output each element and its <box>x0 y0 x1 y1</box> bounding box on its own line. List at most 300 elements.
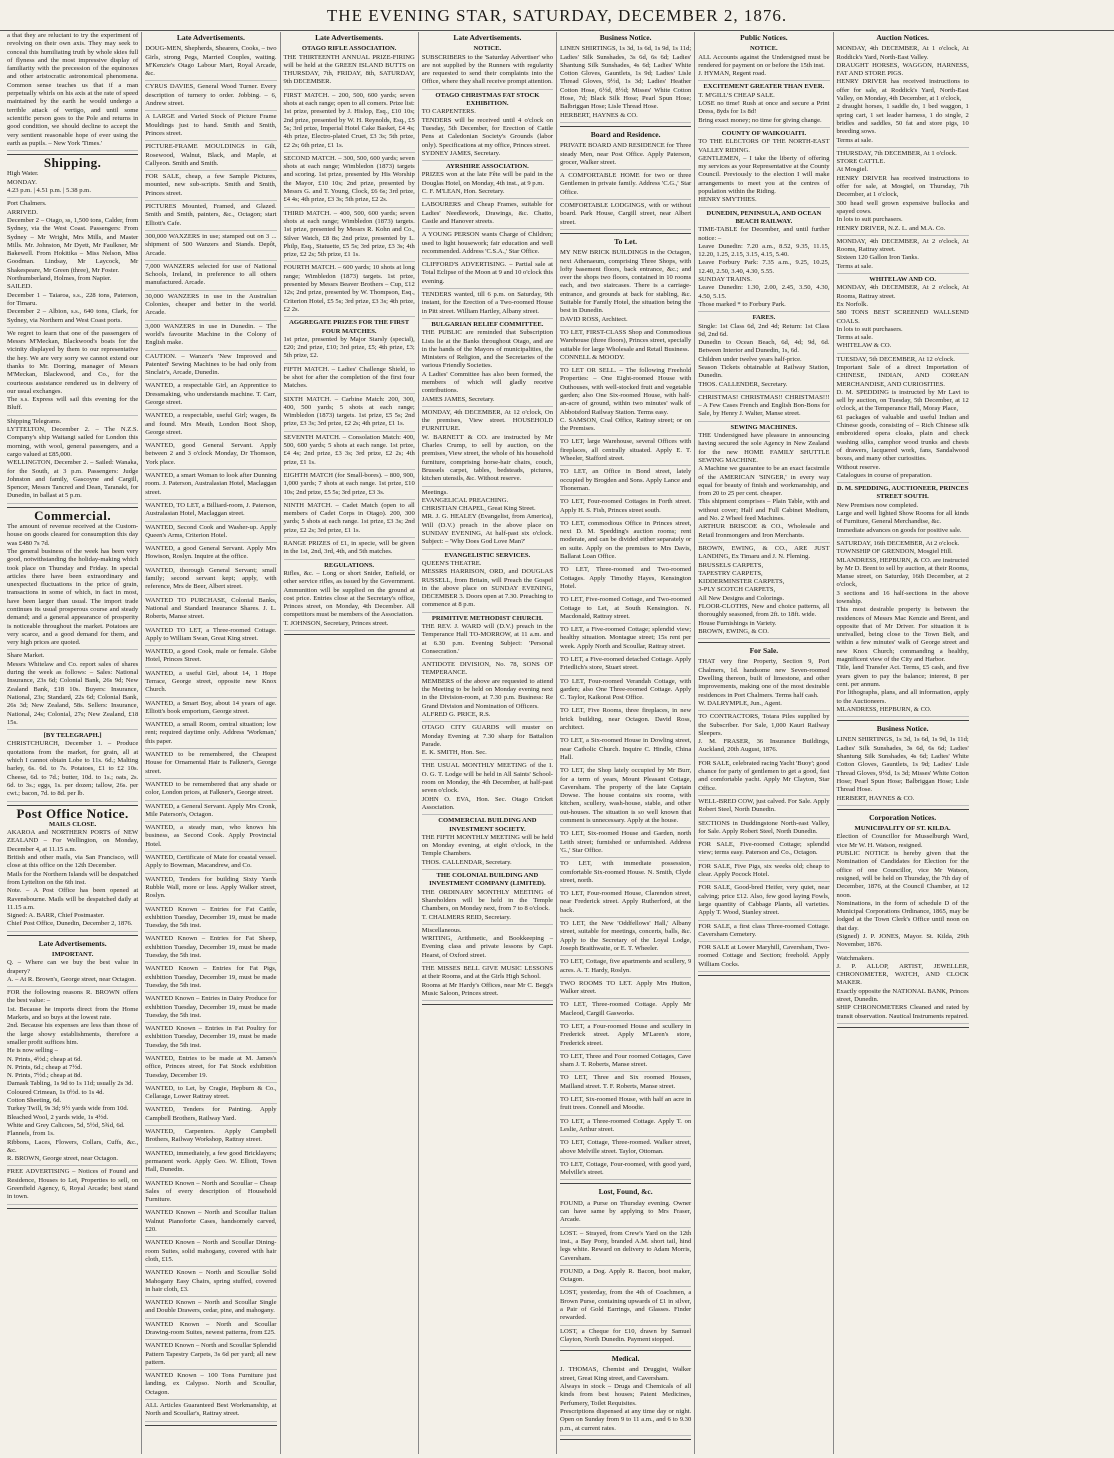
advertisement <box>560 1053 691 1073</box>
column-section <box>837 725 969 810</box>
advertisement <box>284 210 415 263</box>
ad-line: WANTED, Tenders for Painting. Apply Campbell Brothers, Railway Yard. <box>145 1106 277 1122</box>
ad-line: TO LET, Five-roomed Cottage, and Two-roomed Cottage to Let, at South Kensington. N. Macdonald, Rattray street. <box>560 596 692 620</box>
column-section <box>698 34 829 643</box>
ad-line: WANTED, to Let, by Cragie, Hepburn & Co., Cellarage, Lower Rattray street. <box>145 1084 277 1101</box>
ad-line: ARTHUR BRISCOE & CO., Wholesale and Retail Ironmongers and Iron Merchants. <box>698 523 830 539</box>
ad-line: WANTED, a smart Woman to look after Dunning room. J. Paterson, Australasian Hotel, Maclaggan street. <box>145 472 277 496</box>
ad-line: WANTED, Tenders for building Sixty Yards Rubble Wall, more or less. Apply Walker street, Roslyn. <box>145 875 277 900</box>
ad-line: This most desirable property is between the residences of Messrs Mac Kenzie and Brent, and opposite that of Mr Driver. For situation it is unrivalled, being close to the Town Belt, and within a few minutes' walk of George street and new Knox Church; commanding a healthy, magnificent view of the City and Harbor. <box>836 606 969 664</box>
ad-line: Without reserve. <box>836 463 881 471</box>
advertisement <box>145 502 276 522</box>
advertisement <box>145 143 276 171</box>
advertisement <box>422 817 553 870</box>
ad-line: Terms at sale. <box>836 136 873 144</box>
ad-line: QUEEN'S THEATRE. <box>421 559 482 567</box>
ad-line: 2 draught horses, 1 saddle do, 1 bed waggon, 1 spring cart, 1 set leader harness, 1 do single, 2 bridles and saddles, 50 fat and store pigs, 10 breeding sows. <box>836 103 969 136</box>
ad-line: We regret to learn that one of the passengers of Messrs M'Meckan, Blackwood's boats for the vicinity displayed by them to our representative the hey. We are very sorry we cannot extend our thanks to Mr. Dorring, manager of Messrs M'Meckan, Blackwood, and Co., for the courteous assistance rendered us in delivery of our usual exchanges. <box>7 329 139 395</box>
ad-line: JOHN O. EVA, Hon. Sec. Otago Cricket Association. <box>421 795 553 811</box>
section-heading: Late Advertisements. <box>38 938 107 948</box>
advertisement <box>145 935 276 963</box>
advertisement <box>560 767 691 828</box>
ad-line: TUESDAY, 5th DECEMBER, At 12 o'clock. <box>836 355 955 363</box>
advertisement <box>145 442 276 470</box>
ad-line: TO LET, the Shop lately occupied by Mr Burr, for a term of years, Mount Pleasant Cottage, Caversham. The property of the late Captain Dowse. The house contains six rooms, with kitchen, scullery, wash-house, stable, and other out-houses. The situation is so well known that comment is unnecessary. Apply at the house. <box>560 767 692 825</box>
ad-line: WANTED Known – North and Scoullar Dining-room Suites, solid mahogany, covered with hair cloth, £15. <box>145 1239 277 1263</box>
ad-line: PUBLIC NOTICE is hereby given that the Nomination of Candidates for Election for the office of one Councillor, vice Mr Watson, resigned, will be held on Thursday, the 7th day of December, 1876, at the Council Chamber, at 12 noon. <box>836 850 969 899</box>
ad-line: Leave Forbury Park: 7.35 a.m., 9.25, 10.25, 12.40, 2.50, 3.40, 4.30, 5.55. <box>698 259 830 275</box>
ad-line: MONDAY, 4th DECEMBER, At 12 o'clock, On the premises, View street. HOUSEHOLD FURNITURE. <box>421 408 553 433</box>
ad-line: ANTIDOTE DIVISION, No. 78, SONS OF TEMPERANCE. <box>421 661 553 677</box>
column-section <box>284 34 415 635</box>
advertisement <box>422 231 553 259</box>
advertisement <box>560 1268 691 1288</box>
advertisement <box>145 472 276 500</box>
ad-line: WANTED, immediately, a few good Bricklayers; permanent work. Apply Geo. W. Elliott, Town Hall, Dunedin. <box>145 1149 277 1174</box>
newspaper-column-1 <box>4 32 142 1454</box>
ad-line: TO LET, FIRST-CLASS Shop and Commodious Warehouse (three floors), Princes street, specially suitable for large Wholesale and Retail Business. <box>560 328 692 353</box>
advertisement <box>7 732 138 801</box>
advertisement <box>698 545 829 639</box>
ad-line: WRITING, Arithmetic, and Bookkeeping – Evening class and private lessons by Capt. Hearst, of Oxford street. <box>421 935 553 959</box>
advertisement <box>145 1106 276 1126</box>
ad-line: Flannels, from 1s. <box>7 1130 55 1138</box>
ad-line: WANTED, Carpenters. Apply Campbell Brothers, Railway Workshop, Rattray street. <box>145 1128 277 1144</box>
ad-line: December 1 – Taiaroa, s.s., 228 tons, Paterson, for Timaru. <box>7 291 139 307</box>
ad-line: R. BROWN, George street, near Octagon. <box>7 1155 119 1163</box>
ad-line: TO LET, Four-roomed Verandah Cottage, with garden; also One Three-roomed Cottage. Apply C. Taylor, Kaikorai Post Office. <box>560 677 692 702</box>
ad-line: MONDAY, 4th DECEMBER, At 2 o'clock, At Rooms, Rattray street. <box>836 237 969 254</box>
ad-line: Watchmakers. <box>836 954 874 962</box>
ad-line: Title, land Transfer Act. Terms, £5 cash, and five years given to pay the balance; interest, 8 per cent. per annum. <box>836 664 969 688</box>
ad-line: Miscellaneous. <box>421 926 462 934</box>
ad-line: D. M. SPEDDING is instructed by Mr Lavi to sell by auction, on Tuesday, 5th December, at 12 o'clock, at the Temperance Hall, Moray Place, <box>836 388 969 413</box>
section-divider <box>422 1004 553 1005</box>
ad-line: TO LET, Three-roomed Cottage. Apply Mr Macleod, Cargill Gasworks. <box>560 1001 692 1017</box>
advertisement <box>560 1118 691 1138</box>
advertisement <box>698 45 829 81</box>
ad-line: CHRISTCHURCH, December 1. – Produce quotations from the market, for grain, all at which I cannot obtain Lobe to 11s. 6d.; Malting barley, 6s. 6d. to 7s. Potatoes, £1 to £2 10s. Cheese, 6d. to 7d.; butter, 10d. to 1s.; oats, 2s. 6d. to 3s.; eggs, 1s. per dozen; tallow, 26s. per cwt.; bacon, 7d. to 8d. per lb. <box>7 740 139 798</box>
advertisement <box>145 906 276 934</box>
column-section <box>560 1355 691 1440</box>
advertisement <box>145 323 276 351</box>
ad-line: Signed: A. BARR, Chief Postmaster. <box>7 912 105 920</box>
advertisement <box>560 172 691 200</box>
advertisement <box>698 884 829 920</box>
advertisement <box>698 923 829 943</box>
advertisement <box>284 319 415 363</box>
section-heading: Late Advertisements. <box>453 33 522 42</box>
ad-line: TO LET, Cottage, five apartments and scullery, 9 acres. A. T. Hardy, Roslyn. <box>560 958 692 974</box>
ad-line: WANTED, a small Room, central situation; low rent; required daytime only. Address 'Workman,' this paper. <box>145 721 277 745</box>
ad-line: TO LET, Four-roomed House, Clarendon street, near Frederick street. Apply Rutherford, at the back. <box>560 890 692 914</box>
ad-line: In lots to suit purchasers. <box>836 325 903 333</box>
ad-line: MY NEW BRICK BUILDINGS in the Octagon, next Athenaeum, comprising Three Shops, with lofty basement floors, back entrance, &c.; and over the shops two floors, contained in 10 rooms each, and two staircases. There is a carriage-entrance, and grounds at back for stabling, &c. Suitable for Family Hotel, the situation being the best in Dunedin. <box>560 249 692 315</box>
advertisement <box>145 353 276 381</box>
ad-line: T. CHALMERS REID, Secretary. <box>421 913 511 921</box>
advertisement <box>422 762 553 815</box>
ad-line: NOTICE. <box>473 45 502 53</box>
ad-line: Season Tickets obtainable at Railway Station, Dunedin. <box>698 363 830 380</box>
ad-line: GENTLEMEN, – I take the liberty of offering my services as your Representative at the County Council. Previously to the election I will make arrangements to meet you at the centres of population within the Riding. <box>698 154 830 196</box>
ad-line: THE FIFTH MONTHLY MEETING will be held on Monday evening, at eight o'clock, in the Temple Chambers. <box>421 833 553 858</box>
ad-line: PICTURES Mounted, Framed, and Glazed. Smith and Smith, painters, &c., Octagon; start Elliott's Cafe. <box>145 203 277 227</box>
ad-line: Cotton Sheeting, 6d. <box>7 1097 62 1105</box>
ad-line: He is now selling – <box>7 1047 58 1055</box>
ad-line: CAUTION. – Wanzer's 'New Improved and Patented' Sewing Machines to be had only from Sinclair's, Arcade, Dunedin. <box>145 352 277 377</box>
ad-line: FOURTH MATCH. – 600 yards; 10 shots at long range; Wimbledon (1873) targets. 1st prize, presented by Messrs Beaver Brothers – Cup, £12 12s; 2nd prize, presented by W. Thompson, Esq., Criterion Hotel, £5 5s; 3rd prize, £3 3s; 4th prize, £2 2s. <box>283 264 415 313</box>
ad-line: At Mosgiel. <box>836 166 869 174</box>
advertisement <box>145 545 276 565</box>
advertisement <box>698 798 829 818</box>
advertisement <box>422 927 553 963</box>
advertisement <box>422 321 553 407</box>
ad-line: CYRUS DAVIES, General Wood Turner. Every description of turnery to order. Jobbing. – 6, Andrew street. <box>145 83 277 108</box>
ad-line: OTAGO CITY GUARDS will muster on Monday Evening at 7.30 sharp for Battalion Parade. <box>421 724 553 748</box>
ad-line: New Premises now completed. <box>836 501 919 509</box>
advertisement <box>422 724 553 760</box>
ad-line: SYDNEY JAMES, Secretary. <box>421 149 501 157</box>
ad-line: HENRY SMYTHIES. <box>698 196 757 204</box>
advertisement <box>560 737 691 765</box>
advertisement <box>560 1161 691 1181</box>
advertisement <box>7 330 138 416</box>
ad-line: A YOUNG PERSON wants Charge of Children; used to light housework; fair education and well recommended. Address 'C.S.A.,' Star Office. <box>421 231 553 255</box>
ad-line: TO LET, with immediate possession, comfortable Six-roomed House. N. Smith, Clyde street, north. <box>560 860 692 884</box>
ad-line: PRIMITIVE METHODIST CHURCH. <box>431 614 543 622</box>
ad-line: 1st prize, presented by Major Starsly (special), £20; 2nd prize, £10; 3rd prize, £5; 4th prize, £3; 5th prize, £2. <box>283 335 415 360</box>
section-divider <box>837 720 969 721</box>
advertisement <box>560 468 691 496</box>
ad-line: EXCITEMENT GREATER THAN EVER. <box>703 83 825 91</box>
ad-line: TO LET, commodious Office in Princes street, next D. M. Spedding's auction rooms; rent moderate, and can be divided either separately or en suite. Apply on the premises to Mrs Davis, Ballarat Loan Office. <box>560 519 692 561</box>
ad-line: NOTICE. <box>750 45 778 53</box>
ad-line: PRIZES won at the late Fête will be paid in the Douglas Hotel, on Monday, 4th inst., at 9 p.m. <box>421 171 553 187</box>
advertisement <box>145 173 276 201</box>
advertisement <box>560 980 691 1000</box>
advertisement <box>145 1150 276 1178</box>
ad-line: Election of Councillor for Musselburgh Ward, vice Mr W. H. Watson, resigned. <box>836 833 969 849</box>
advertisement <box>284 45 415 89</box>
ad-line: WANTED, good General Servant. Apply between 2 and 3 o'clock Monday, Dr Thomson, York place. <box>145 442 277 466</box>
ad-line: HENRY DRIVER has received instructions to offer for sale, at Mosgiel, on Thursday, 7th December, at 1 o'clock, <box>836 174 969 199</box>
ad-line: TO LET, a Four-roomed House and scullery in Frederick street. Apply M'Laren's store, Frederick street. <box>560 1022 692 1047</box>
advertisement <box>7 652 138 730</box>
advertisement <box>145 1209 276 1237</box>
ad-line: TO LET, Three and Six roomed Houses, Mailland street. T. F. Roberts, Manse street. <box>560 1074 692 1090</box>
ad-line: Bring exact money; no time for giving change. <box>698 116 822 124</box>
newspaper-columns <box>4 32 1110 1454</box>
ad-line: TO LET, Cottage, Four-roomed, with good yard, Melville's street. <box>560 1160 692 1177</box>
ad-line: FOUND, a Purse on Thursday evening. Owner can have same by applying to Mrs Fraser, Arcade. <box>560 1199 692 1224</box>
ad-line: MONDAY, 4th DECEMBER, At 2 o'clock, At Rooms, Rattray street. <box>836 284 969 300</box>
advertisement <box>145 648 276 668</box>
ad-line: HERBERT, HAYNES & CO. <box>836 794 915 802</box>
advertisement <box>145 1085 276 1105</box>
ad-line: Turkey Twill, 9s 3d; 9½ yards wide from 10d. <box>7 1105 129 1113</box>
advertisement <box>698 130 829 208</box>
ad-line: House Furnishings in Variety. <box>698 619 777 627</box>
ad-line: LABOURERS and Cheap Frames, suitable for Ladies' Needlework, Drawings, &c. Chatto, Castle and Hanover streets. <box>421 201 553 225</box>
ad-line: WANTED, a General Servant. Apply Mrs Cronk, Mile Paterson's, Octagon. <box>145 802 277 818</box>
section-heading: Post Office Notice. <box>16 805 129 821</box>
ad-line: Nominations, in the form of schedule D of the Municipal Corporations Ordinance, 1865, may be lodged at the Town Clerk's Office until noon on that day. <box>836 899 969 932</box>
advertisement <box>145 670 276 698</box>
advertisement <box>560 1023 691 1051</box>
ad-line: MLANDRESS, HEPBURN, & CO. <box>836 705 932 713</box>
advertisement <box>145 1055 276 1083</box>
advertisement <box>560 1366 691 1435</box>
column-section <box>560 1188 691 1351</box>
ad-line: WANTED, a good General Servant. Apply Mrs Howison, Roslyn. Inquire at the office. <box>145 545 277 561</box>
ad-line: THE COLONIAL BUILDING AND INVESTMENT COMPANY (LIMITED). <box>429 872 546 888</box>
newspaper-column-5 <box>557 32 695 1454</box>
advertisement <box>837 540 969 717</box>
advertisement <box>7 1168 138 1204</box>
section-divider <box>284 634 415 635</box>
ad-line: TO LET, a Five-roomed detached Cottage. Apply Friedlich's store, Stuart street. <box>560 656 692 672</box>
advertisement <box>145 1299 276 1319</box>
ad-line: CHRISTMAS! CHRISTMAS!! CHRISTMAS!!! – A Few Cases French and English Bon-Bons for Sale, by Henry J. Walter, Manse street. <box>698 393 830 418</box>
ad-line: WANTED Known – North and Scoullar Splendid Pattern Tapestry Carpets, 3s 6d per yard; all new pattern. <box>145 1342 277 1366</box>
section-heading: To Let. <box>614 236 637 246</box>
newspaper-masthead <box>0 0 1114 31</box>
advertisement <box>145 1025 276 1053</box>
ad-line: J. THOMAS, Chemist and Druggist, Walker street, Great King street, and Caversham. <box>560 1366 692 1382</box>
advertisement <box>284 502 415 538</box>
section-divider <box>7 935 138 936</box>
ad-line: A Ladies' Committee has also been formed, the members of which will gladly receive contributions. <box>421 370 553 395</box>
ad-line: High Water. <box>7 170 39 178</box>
ad-line: COUNTY OF WAIKOUAITI. <box>721 129 807 137</box>
ad-line: WANTED to be remembered that any shade or color, London prices, at Falkner's, George street. <box>145 780 277 797</box>
advertisement <box>422 552 553 613</box>
ad-line: THE Undersigned have pleasure in announcing having secured the sole Agency in New Zealand for the new HOME FAMILY SHUTTLE SEWING MACHINE. <box>698 432 830 464</box>
ad-line: December 2 – Albion, s.s., 640 tons, Clark, for Sydney, via Northern and West Coast ports. <box>7 308 139 324</box>
ad-line: Leave Dunedin: 1.30, 2.00, 2.45, 3.50, 4.30, 4.50, 5.15. <box>698 284 830 300</box>
ad-line: Share Market. <box>7 652 45 660</box>
ad-line: Single: 1st Class 6d, 2nd 4d; Return: 1st Class 9d, 2nd 6d. <box>698 322 830 338</box>
ad-line: TO LET, large Warehouse, several Offices with fireplaces, all centrally situated. Apply E. T. Wheeler, Stafford street. <box>560 438 692 463</box>
advertisement <box>560 626 691 654</box>
ad-line: TO LET, an Office in Bond street, lately occupied by Brogden and Sons. Apply Lance and Thoneman. <box>560 468 692 492</box>
advertisement <box>422 872 553 925</box>
advertisement <box>145 1372 276 1400</box>
ad-line: FOR SALE, Five-roomed Cottage; splendid view; terms easy. Paterson and Co., Octagon. <box>698 841 830 857</box>
ad-line: Mails for the Northern Islands will be despatched from Lyttelton on the 6th inst. <box>7 870 139 886</box>
advertisement <box>560 1001 691 1021</box>
ad-line: Messrs Whitelaw and Co. report sales of shares during the week as follows: – Sales: National Insurance, 23s 6d; Colonial Bank, 26s 9d; New Zealand Bank, £18 10s. Buyers: Insurance, National, 23s; Standard, 22s 6d; Colonial Bank, 26s 3d; New Zealand, 58s. Sellers: Insurance, National, 24s; Colonial, 27s; New Zealand, £18 15s. <box>7 660 139 726</box>
section-heading: Public Notices. <box>740 33 788 42</box>
column-section <box>7 155 139 508</box>
advertisement <box>145 1402 276 1422</box>
advertisement <box>422 45 553 89</box>
advertisement <box>837 276 969 354</box>
advertisement <box>145 854 276 874</box>
advertisement <box>145 524 276 544</box>
ad-line: MR. J. G. HEALEY (Evangelist, from America), Will (D.V.) preach in the above place on SUNDAY EVENING, At half-past six o'clock. Subject: – 'Why Does God Love Man?' <box>421 513 553 546</box>
ad-line: EVANGELISTIC SERVICES. <box>444 551 531 559</box>
ad-line: In lots to suit purchasers. <box>836 216 903 224</box>
ad-line: Q. – Where can we buy the best value in drapery? <box>7 959 139 975</box>
ad-line: Children under twelve years half-price. <box>698 355 802 363</box>
advertisement <box>284 540 415 560</box>
section-divider <box>145 1425 276 1426</box>
ad-line: WANTED, a steady man, who knows his business, as Second Cook. Apply Provincial Hotel. <box>145 824 277 848</box>
section-heading: Commercial. <box>34 507 112 523</box>
ad-line: 3,000 WANZERS in use in Dunedin. – The world's favourite Machine in the Colony of English make. <box>145 322 277 347</box>
ad-line: Prescriptions dispensed at any time day or night. Open on Sunday from 9 to 11 a.m., and 6 to 9.30 p.m., at current rates. <box>560 1407 692 1432</box>
ad-line: THOS. CALLENDER, Secretary. <box>698 380 788 388</box>
ad-line: DAVID ROSS, Architect. <box>560 315 628 323</box>
ad-line: TO CARPENTERS. <box>421 108 476 116</box>
advertisement <box>837 736 969 805</box>
ad-line: WANTED, Second Cook and Washer-up. Apply Queen's Arms, Criterion Hotel. <box>145 523 277 539</box>
ad-line: Shipping Telegrams. <box>7 417 62 425</box>
advertisement <box>145 781 276 801</box>
ad-line: December 2 – Otago, ss, 1,500 tons, Calder, from Sydney, via the West Coast. Passengers: From Sydney – Mr Wright, Mrs Mills, and Master Mills. Mr. Johnston, Mr Dyett, Mr Faulkner, Mr Bakewell. From Hokitika – Miss Nelson, Miss Goodman. Lindsay, Mr Laycock, Mr Shakespeare, Mr Green (three), Mr Foster. <box>7 216 139 274</box>
ad-line: N. Prints, 7½d.; cheap at 8d. <box>7 1072 83 1080</box>
section-divider <box>837 1027 969 1028</box>
ad-line: TO LET, Three and Four roomed Cottages, Cave sham J. T. Roberts, Manse street. <box>560 1052 692 1069</box>
advertisement <box>698 841 829 861</box>
ad-line: HENRY DRIVER, N.Z. L. and M.A. Co. <box>836 224 946 232</box>
ad-line: Damask Tabling, 1s 9d to 1s 11d; usually 2s 3d. <box>7 1080 134 1088</box>
column-section <box>7 507 139 806</box>
ad-line: J. HYMAN, Regent road. <box>698 70 767 78</box>
advertisement <box>560 1200 691 1228</box>
ad-line: WELL-BRED COW, just calved. For Sale. Apply Robert Steel, North Dunedin. <box>698 797 830 814</box>
ad-line: PICTURE-FRAME MOULDINGS in Gilt, Rosewood, Walnut, Black, and Maple, at Callyeon. Smith and Smith. <box>145 143 277 167</box>
ad-line: Rifles, &c. – Long or short Snider, Enfield, or other service rifles, as issued by the Government. Ammunition will be supplied on the ground at cost price. Entries close at the Secretary's office, Princes street, on Monday, 4th December. All competitors must be members of the Association. <box>283 569 415 619</box>
ad-line: WHITELAW AND CO. <box>869 276 936 284</box>
advertisement <box>560 367 691 436</box>
ad-line: The general business of the week has been very good, notwithstanding the holiday-making which took place on Thursday and Friday. In special articles there have been extraordinary and unexpected fluctuations in the price of grain, transactions in some of which, in fact in most, have been larger than usual. The import trade continues its usual prosperous course and steady demand; and a general appearance of prosperity is noticeable throughout the market. Potatoes are very scarce, and a good demand for them, and very high prices are quoted. <box>7 547 139 647</box>
ad-line: TO THE ELECTORS OF THE NORTH-EAST VALLEY RIDING. <box>698 138 830 154</box>
ad-line: TWO ROOMS TO LET. Apply Mrs Hutton, Walker street. <box>560 979 692 996</box>
newspaper-column-3 <box>281 32 419 1454</box>
ad-line: British and other mails, via San Francisco, will close at this office on the 12th December. <box>7 854 139 870</box>
advertisement <box>145 45 276 81</box>
advertisement <box>837 45 969 148</box>
section-divider <box>837 809 969 810</box>
advertisement <box>422 163 553 199</box>
ad-line: 3 sections and 16 half-sections in the above township. <box>836 589 969 605</box>
advertisement <box>145 965 276 993</box>
section-divider <box>560 233 691 234</box>
advertisement <box>698 314 829 392</box>
ad-line: WANTED, thorough General Servant; small family; second servant kept; apply, with reference, Mrs de Beer, Albert street. <box>145 566 277 591</box>
ad-line: BULGARIAN RELIEF COMMITTEE. <box>431 320 544 328</box>
ad-line: (Signed) J. P. JONES, Mayor. St. Kilda, 29th November, 1876. <box>836 932 969 949</box>
ad-line: 2nd. Because his expenses are less than those of the large showy establishments, therefore a smaller profit suffices him. <box>7 1022 139 1046</box>
ad-line: THE ORDINARY MONTHLY MEETING of Shareholders will be held in the Temple Chambers, on Monday next, from 7 to 8 o'clock. <box>421 888 553 913</box>
advertisement <box>422 615 553 659</box>
advertisement <box>698 83 829 127</box>
advertisement <box>284 264 415 317</box>
ad-line: ALL Articles Guaranteed Best Workmanship, at North and Scoullar's, Rattray street. <box>145 1402 277 1418</box>
advertisement <box>145 803 276 823</box>
ad-line: 1st. Because he imports direct from the Home Markets, and so buys at the lowest rate. <box>7 1005 139 1022</box>
ad-line: TO LET OR SELL. – The following Freehold Properties: – One Eight-roomed House with Outhouses, with well-stocked fruit and vegetable garden; also One Six-roomed House, with half-an-acre of ground, within two minutes' walk of Abbotsford Railway Station. Terms easy. <box>560 367 692 416</box>
ad-line: CONNELL & MOODY. <box>560 353 625 361</box>
ad-line: MEMBERS of the above are requested to attend the Meeting to be held on Monday evening next in the Division-room, at 7.30 p.m. Business: Re Grand Division and Nomination of Officers. <box>421 677 553 710</box>
advertisement <box>837 150 969 236</box>
ad-line: Those marked * to Forbury Park. <box>698 300 786 308</box>
ad-line: Ribbons, Laces, Flowers, Collars, Cuffs, &c., &c. <box>7 1138 139 1154</box>
advertisement <box>284 396 415 432</box>
ad-line: Port Chalmers. <box>7 200 47 208</box>
ad-line: WANTED, a useful Girl, about 14, 1 Hope Terrace, George street, opposite new Knox Church. <box>145 669 277 694</box>
advertisement <box>560 830 691 858</box>
advertisement <box>560 890 691 918</box>
advertisement <box>284 562 415 631</box>
ad-line: BROWN, EWING, & CO. <box>698 627 769 635</box>
ad-line: EIGHTH MATCH (for Small-bores). – 800, 900, 1,000 yards; 7 shots at each range. 1st prize, £10 10s; 2nd prize, £5 5s; 3rd prize, £3 3s. <box>283 471 415 496</box>
ad-line: a that they are reluctant to try the experiment of revolving on their own axis. They may seek to conceal this humiliating truth by whole skies full of flyness and the most impressive display of familiarity with the precession of the equinoxes and other aristocratic astronomical phenomena. Common sense teaches us that if a man perpetually whirls on his axis at the rate of speed maintained by the earth he would undergo a terrible attack of vertigo, and until some scientific person goes to the Pole and returns in good condition, we should decline to accept the very sentient reasonable hope of ever using the earth as pupils. – New York 'Times.' <box>7 32 139 147</box>
ad-line: WANTED Known – North and Scoullar Italian Walnut Pianoforte Cases, handsomely carved, £20. <box>145 1209 277 1234</box>
advertisement <box>422 409 553 487</box>
ad-line: 7,000 WANZERS selected for use of National Schools, Ireland, in preference to all others manufactured. Arcade. <box>145 262 277 287</box>
ad-line: AKAROA and NORTHERN PORTS of NEW ZEALAND – For Wellington, on Monday, December 4, at 11.15 a.m. <box>7 829 139 853</box>
column-section <box>560 131 691 234</box>
column-section <box>837 814 969 1028</box>
advertisement <box>837 485 969 538</box>
advertisement <box>560 860 691 888</box>
advertisement <box>284 155 415 208</box>
ad-line: Catalogues in course of preparation. <box>836 471 932 479</box>
section-heading: Shipping. <box>43 155 102 171</box>
advertisement <box>698 713 829 757</box>
ad-line: LINEN SHIRTINGS, 1s 3d, 1s 6d, 1s 9d, 1s 11d; Ladies' Silk Sunshades, 3s 6d, 6s 6d; Ladies' Shantung Silk Sunshades, 4s 6d; Ladies' White Cotton Gloves, Gauntlets, 1s 9d; Ladies' Lisle Thread Gloves, 9½d, 1s 3d; Ladies' Heather Cotton Hose, 6½d, 8½d; Misses' White Cotton Hose, 7d; Black Silk Hose; Pearl Spun Hose; Balbriggan Hose; Lisle Thread Hose. <box>560 45 692 111</box>
advertisement <box>145 876 276 904</box>
advertisement <box>560 596 691 624</box>
ad-line: Meetings. <box>421 488 448 496</box>
ad-line: Chief Post Office, Dunedin, December 2, 1876. <box>7 920 133 928</box>
advertisement <box>145 1321 276 1341</box>
ad-line: WELLINGTON, December 2. – Sailed: Wanaka, for the South, at 3 p.m. Passengers: Judge Johnston and family, Gascoyne and Cargill, Spencer, Messrs Tancred and Dean, Taranaki, for Dunedin, in ballast at 5 p.m. <box>7 459 139 500</box>
advertisement <box>560 329 691 365</box>
advertisement <box>145 412 276 440</box>
ad-line: REGULATIONS. <box>324 561 375 569</box>
advertisement <box>145 1239 276 1267</box>
section-divider <box>698 975 829 976</box>
section-divider <box>698 642 829 643</box>
advertisement <box>422 291 553 319</box>
advertisement <box>145 597 276 625</box>
ad-line: DOUG-MEN, Shepherds, Shearers, Cooks, – two Girls, strong Pegs, Married Couples, waiting. M'Kenzie's Otago Labour Mart, Royal Arcade, &c. <box>145 45 277 78</box>
ad-line: TO CONTRACTORS, Totara Piles supplied by the Subscriber. For Sale, 1,000 Kauri Railway Sleepers. <box>698 713 830 737</box>
ad-line: AGGREGATE PRIZES FOR THE FIRST FOUR MATCHES. <box>289 319 410 335</box>
section-heading: Board and Residence. <box>590 129 661 139</box>
ad-line: JAMES JAMES, Secretary. <box>421 395 495 403</box>
advertisement <box>698 210 829 313</box>
ad-line: CLIFFORD'S ADVERTISING. – Partial sale at Total Eclipse of the Moon at 9 and 10 o'clock this evening. <box>421 261 553 285</box>
ad-line: SEVENTH MATCH. – Consolation Match: 400, 500, 600 yards; 5 shots at each range. 1st prize, £4 4s; 2nd prize, £3 3s; 3rd prize, £2 2s; 4th prize, £1 1s. <box>283 433 415 466</box>
advertisement <box>7 418 138 504</box>
ad-line: TIME-TABLE for December, and until further notice: – <box>698 226 830 242</box>
ad-line: FOR SALE, Good-bred Heifer, very quiet, near calving; price £12. Also, few good laying Fowls, large quantity of Cabbage Plants, all varieties. Apply T. Wood, Stanley street. <box>698 884 830 917</box>
ad-line: W. BARNETT & CO. are instructed by Mr Charles Crump, to sell by auction, on the premises, View street, the whole of his household furniture, comprising horse-hair chairs, couch, Brussels carpet, tables, bedsteads, pictures, kitchen utensils, &c. Without reserve. <box>421 433 553 483</box>
ad-line: MESSRS HARRISON, ORD, and DOUGLAS RUSSELL, from Britain, will Preach the Gospel in the above place on SUNDAY EVENING, DECEMBER 3. Doors open at 7.30. Preaching to commence at 8 p.m. <box>421 568 553 609</box>
advertisement <box>560 678 691 706</box>
ad-line: WHITELAW & CO. <box>836 342 892 350</box>
ad-line: WANTED Known – North and Scoullar Solid Mahogany Easy Chairs, spring stuffed, covered in hair cloth, £3. <box>145 1269 277 1293</box>
ad-line: WANTED, a Smart Boy, about 14 years of age. Elliott's book emporium, George street. <box>145 699 277 715</box>
ad-line: 300 head well grown expensive bullocks and spayed cows. <box>836 199 969 215</box>
advertisement <box>145 293 276 321</box>
ad-line: 3-PLY SCOTCH CARPETS, <box>698 586 776 594</box>
